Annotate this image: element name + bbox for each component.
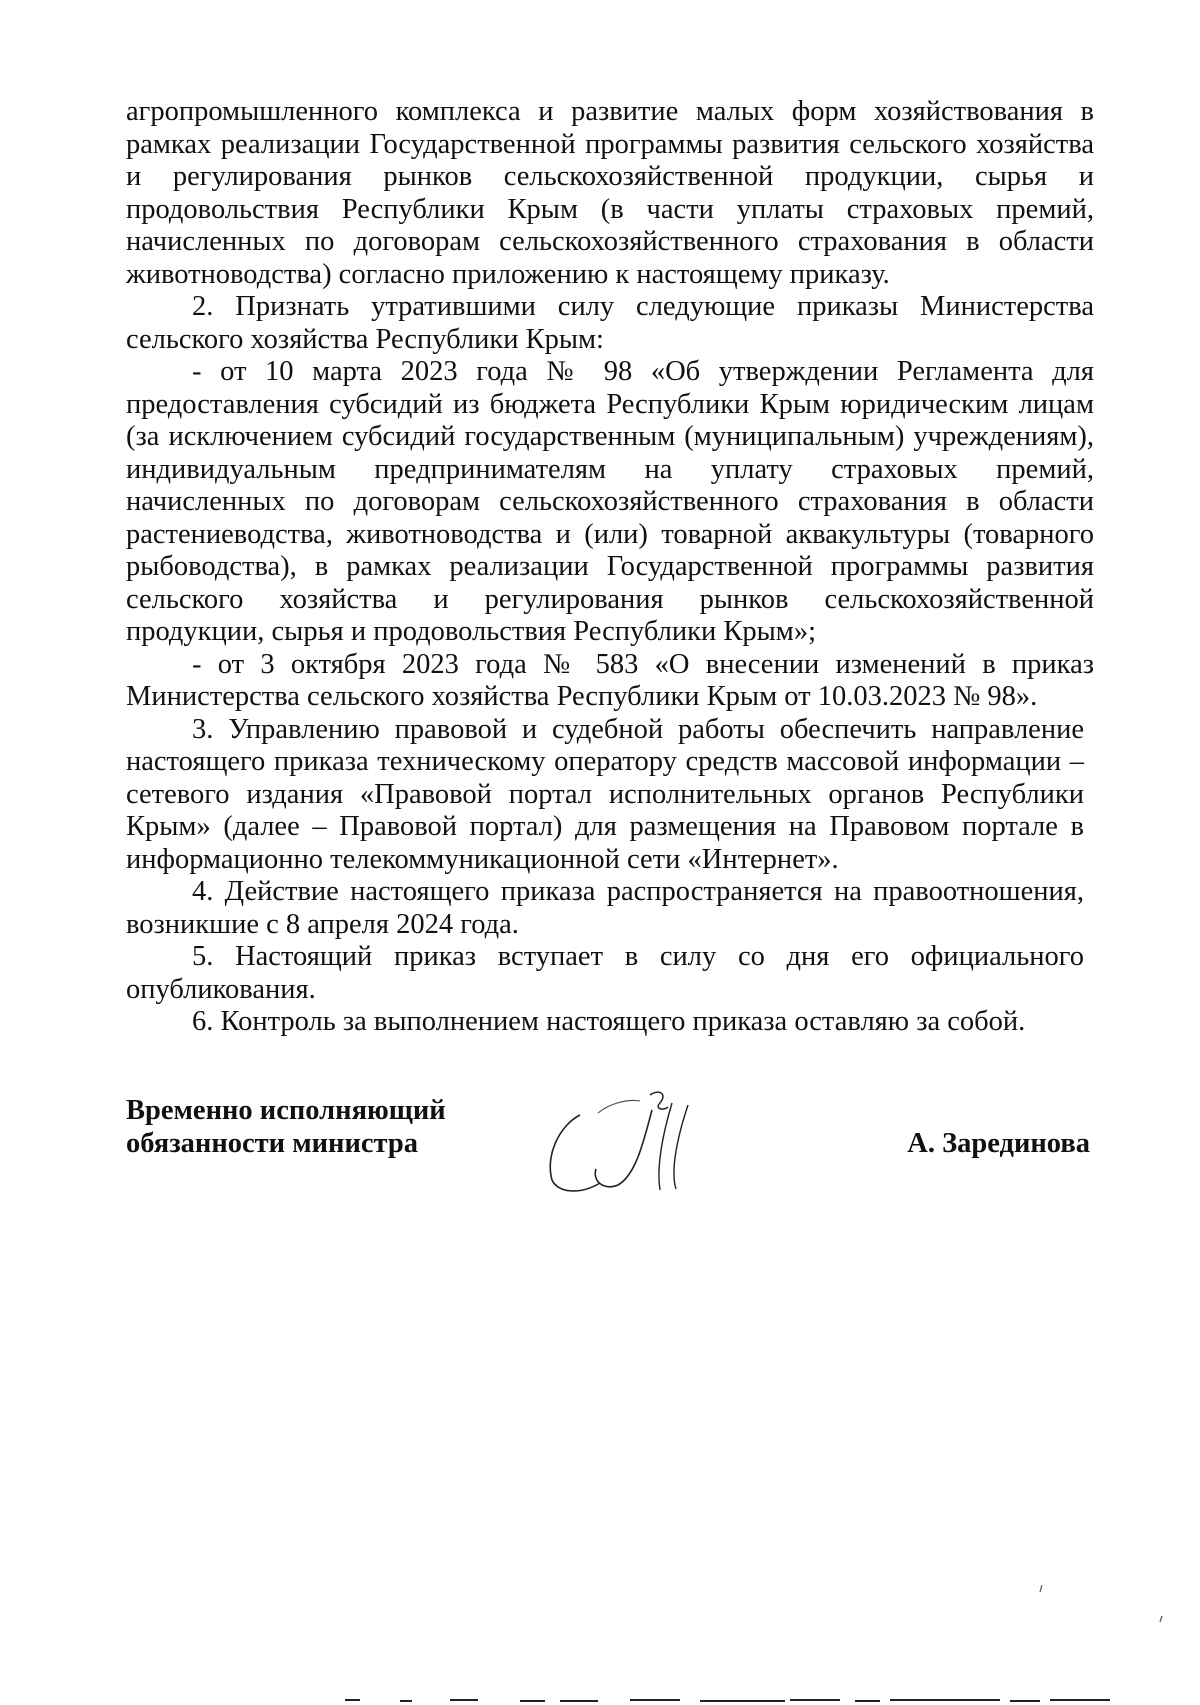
document-body <box>126 96 1094 1039</box>
signatory-position-line-2: обязанности министра <box>126 1128 418 1159</box>
signatory-position <box>126 1094 446 1160</box>
paragraph-5: 5. Настоящий приказ вступает в силу со дня его официального опубликования. <box>126 941 1084 1005</box>
paragraph-3: 3. Управлению правовой и судебной работы обеспечить направление настоящего приказа техническому оператору средств массовой информации – сетевого издания «Правовой портал исполнительных органов Республики Крым» (далее – Правовой портал) для размещения на Правовом портале в информационно телекоммуникационной сети «Интернет». <box>126 713 1084 875</box>
signatory-name: А. Зарединова <box>907 1128 1090 1159</box>
paragraph-6: 6. Контроль за выполнением настоящего приказа оставляю за собой. <box>192 1006 1026 1037</box>
handwritten-signature <box>540 1085 710 1195</box>
paragraph-4: 4. Действие настоящего приказа распространяется на правоотношения, возникшие с 8 апреля 2024 года. <box>126 876 1084 940</box>
paragraph-2-item-1: - от 10 марта 2023 года № 98 «Об утверждении Регламента для предоставления субсидий из бюджета Республики Крым юридическим лицам (за исключением субсидий государственным (муниципальным) учреждениям), индивидуальным предпринимателям на уплату страховых премий, начисленных по договорам сельскохозяйственного страхования в области растениеводства, животноводства и (или) товарной аквакультуры (товарного рыбоводства), в рамках реализации Государственной программы развития сельского хозяйства и регулирования рынков сельскохозяйственной продукции, сырья и продовольствия Республики Крым»; <box>126 356 1094 647</box>
paragraph-2: 2. Признать утратившими силу следующие приказы Министерства сельского хозяйства Республики Крым: <box>126 291 1094 355</box>
paragraph-1-continuation: агропромышленного комплекса и развитие малых форм хозяйствования в рамках реализации Государственной программы развития сельского хозяйства и регулирования рынков сельскохозяйственной продукции, сырья и продовольствия Республики Крым (в части уплаты страховых премий, начисленных по договорам сельскохозяйственного страхования в области животноводства) согласно приложению к настоящему приказу. <box>126 96 1094 290</box>
paragraph-2-item-2: - от 3 октября 2023 года № 583 «О внесении изменений в приказ Министерства сельского хозяйства Республики Крым от 10.03.2023 № 98». <box>126 648 1094 712</box>
signatory-position-line-1: Временно исполняющий <box>126 1095 446 1126</box>
